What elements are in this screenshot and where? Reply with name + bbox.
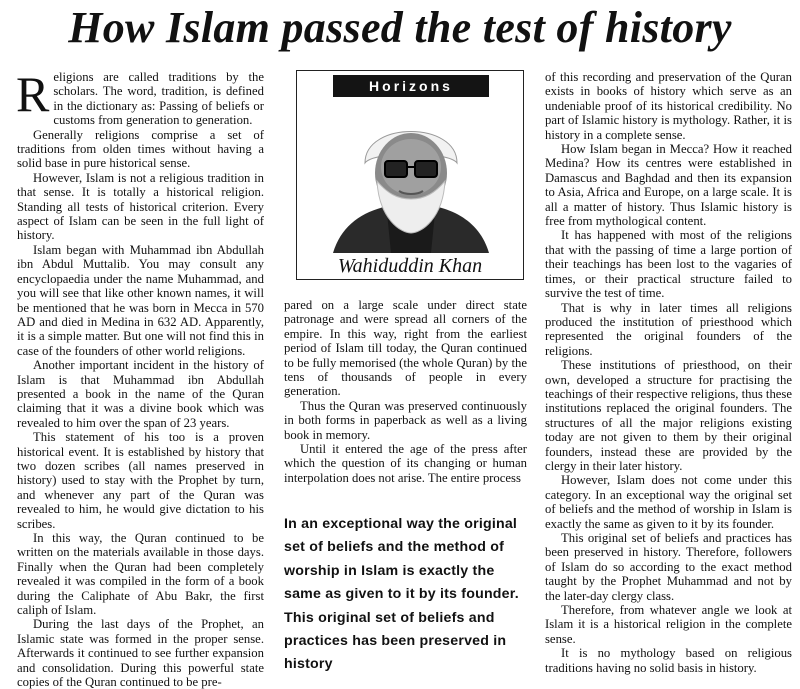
- headline: How Islam passed the test of history: [68, 3, 732, 52]
- pull-quote: In an exceptional way the original set of beliefs and the method of worship in Islam is exactly the same as given to it by its founder. This original set of beliefs and practices has been preserved in history: [284, 516, 519, 673]
- paragraph: Until it entered the age of the press after which the question of its changing or human interpolation does not arise. The entire process: [284, 442, 527, 485]
- author-photo-box: [296, 70, 524, 280]
- author-portrait: [325, 101, 497, 253]
- article-column-3: [545, 70, 792, 675]
- paragraph: It has happened with most of the religions that with the passing of time a large portion of their teachings has been lost to the vagaries of times, or their practical structure failed to survive the test of time.: [545, 228, 792, 301]
- paragraph: Thus the Quran was preserved continuously in both forms in paperback as well as a living book in memory.: [284, 398, 527, 442]
- article-column-2: [284, 298, 527, 485]
- paragraph: It is no mythology based on religious traditions having no solid basis in history.: [545, 646, 792, 675]
- byline: Wahiduddin Khan: [337, 255, 483, 277]
- paragraph: of this recording and preservation of the Quran exists in books of history which serve as an undeniable proof of its historical credibility. No part of Islamic history is mythology. Rather, it is history in a complete sense.: [545, 70, 792, 142]
- paragraph: Generally religions comprise a set of traditions from olden times without having a solid base in pure historical sense.: [17, 127, 264, 171]
- paragraph: That is why in later times all religions produced the institution of priesthood which represented the original founders of the religions.: [545, 300, 792, 358]
- paragraph: pared on a large scale under direct state patronage and were spread all corners of the empire. In this way, right from the earliest period of Islam till today, the Quran continued to be fully memorised (the whole Quran) by the tens of thousands of people in every generation.: [284, 298, 527, 399]
- paragraph: How Islam began in Mecca? How it reached Medina? How its centres were established in Damascus and Baghdad and then its expansion to Asia, Africa and Europe, on a large scale. It is all a matter of history. Thus Islamic history is free from mythological content.: [545, 142, 792, 229]
- paragraph: However, Islam is not a religious tradition in that sense. It is totally a historical religion. Standing all tests of historical criterion. Every aspect of Islam can be seen in the full light of history.: [17, 170, 264, 243]
- paragraph: During the last days of the Prophet, an Islamic state was formed in the proper sense. Afterwards it continued to see further expansion and consolidation. During this powerful state copies of the Quran continued to be pre-: [17, 617, 264, 689]
- paragraph: This statement of his too is a proven historical event. It is established by history that two dozen scribes (all names preserved in history) used to stay with the Prophet by turn, and whenever any part of the Quran was revealed to him, he would give dictation to his scribes.: [17, 430, 264, 531]
- paragraph: Islam began with Muhammad ibn Abdullah ibn Abdul Muttalib. You may consult any encyclopaedia under the name Muhammad, and you will see that like other known names, it will be mentioned that he was born in Mecca in 570 AD and died in Medina in 632 AD. Apparently, it is a simple matter. But one will not find this in case of the founders of other world religions.: [17, 242, 264, 358]
- paragraph: Religions are called traditions by the scholars. The word, tradition, is defined in the dictionary as: Passing of beliefs or customs from generation to generation.: [16, 66, 264, 128]
- section-kicker: Horizons: [333, 75, 489, 97]
- paragraph: These institutions of priesthood, on their own, developed a structure for practising the teachings of their respective religions, thus these institutions replaced the original founders. The structures of all the major religions existing today are not given to them by their original founders, instead these are provided by the clergy in their later history.: [545, 358, 792, 473]
- paragraph: Another important incident in the history of Islam is that Muhammad ibn Abdullah presented a book in the name of the Quran claiming that it was a divine book which was revealed to him over the span of 23 years.: [17, 358, 264, 430]
- paragraph: In this way, the Quran continued to be written on the materials available in those days. Finally when the Quran had been completely revealed it was compiled in the form of a book during the Caliphate of Abu Bakr, the first caliph of Islam.: [17, 531, 264, 618]
- article-column-1: [16, 66, 264, 689]
- paragraph: Therefore, from whatever angle we look at Islam it is a historical religion in the complete sense.: [545, 603, 792, 646]
- paragraph: However, Islam does not come under this category. In an exceptional way the original set of beliefs and the method of worship in Islam is exactly the same as given to it by its founder.: [545, 473, 792, 531]
- drop-cap: R: [16, 66, 50, 122]
- paragraph: This original set of beliefs and practices has been preserved in history. Therefore, followers of Islam do so according to the exact method taught by the Prophet Muhammad and not by the later-day clergy class.: [545, 531, 792, 603]
